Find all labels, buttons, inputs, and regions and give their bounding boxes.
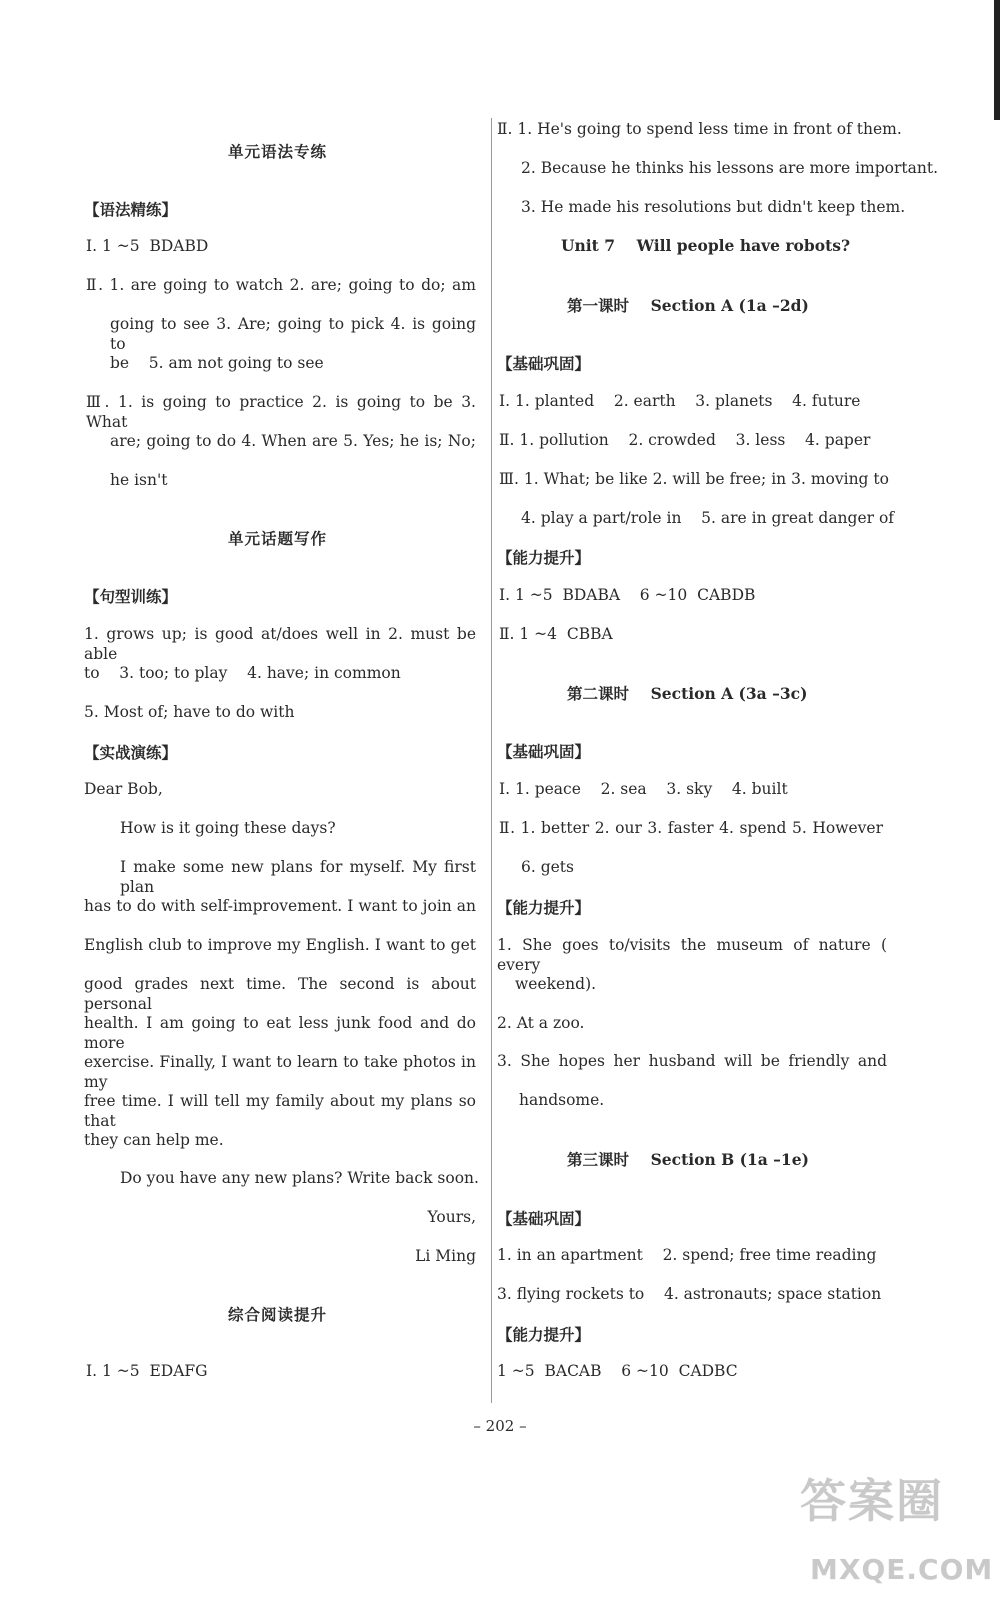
letter-line: Do you have any new plans? Write back soon. [120,1169,479,1187]
lesson-1-basic-answer: 4. play a part/role in 5. are in great danger of [521,509,895,527]
watermark-text: 答案圈 [800,1474,944,1528]
page-edge-mark [994,0,1000,120]
lesson-3-title: 第三课时 Section B (1a –1e) [567,1150,809,1169]
pattern-answer-3: 5. Most of; have to do with [84,703,295,721]
lesson-2-ability-answer: weekend). [515,975,597,993]
grammar-answer-3c: he isn't [110,471,168,489]
practice-label: 【实战演练】 [84,744,178,762]
reading-section-title: 综合阅读提升 [228,1306,328,1324]
lesson-1-ability-answer: Ⅱ. 1 ~4 CBBA [499,625,613,643]
lesson-1-title: 第一课时 Section A (1a –2d) [567,296,809,315]
lesson-1-ability-label: 【能力提升】 [497,549,591,567]
writing-section-title: 单元话题写作 [228,530,328,548]
lesson-1-basic-answer: Ⅱ. 1. pollution 2. crowded 3. less 4. paper [499,431,871,449]
grammar-practice-label: 【语法精练】 [84,201,178,219]
continued-answer-2: 2. Because he thinks his lessons are more important. [521,159,939,177]
grammar-answer-3a: Ⅲ. 1. is going to practice 2. is going to be 3. What [86,393,476,431]
grammar-section-title: 单元语法专练 [228,143,328,161]
sentence-pattern-label: 【句型训练】 [84,588,178,606]
letter-line: they can help me. [84,1131,224,1149]
lesson-1-ability-answer: Ⅰ. 1 ~5 BDABA 6 ~10 CABDB [499,586,756,604]
grammar-answer-2a: Ⅱ. 1. are going to watch 2. are; going to do; am [86,276,476,294]
lesson-2-title: 第二课时 Section A (3a –3c) [567,684,808,703]
letter-line: exercise. Finally, I want to learn to take photos in my [84,1053,476,1091]
letter-line: free time. I will tell my family about my plans so that [84,1092,476,1130]
lesson-3-basic-answer: 1. in an apartment 2. spend; free time reading [497,1246,877,1264]
pattern-answer-1: 1. grows up; is good at/does well in 2. must be able [84,625,476,663]
letter-greeting: Dear Bob, [84,780,163,798]
letter-signature: Li Ming [415,1247,476,1265]
letter-line: has to do with self-improvement. I want to join an [84,897,476,915]
letter-line: I make some new plans for myself. My first plan [120,858,476,896]
lesson-3-ability-label: 【能力提升】 [497,1326,591,1344]
letter-line: health. I am going to eat less junk food and do more [84,1014,476,1052]
grammar-answer-3b: are; going to do 4. When are 5. Yes; he is; No; [110,432,476,450]
lesson-2-ability-answer: 3. She hopes her husband will be friendly and [497,1052,887,1070]
lesson-3-ability-answer: 1 ~5 BACAB 6 ~10 CADBC [497,1362,738,1380]
lesson-1-basic-label: 【基础巩固】 [497,355,591,373]
unit-title: Unit 7 Will people have robots? [561,236,851,255]
lesson-2-basic-answer: Ⅱ. 1. better 2. our 3. faster 4. spend 5. However [499,819,883,837]
continued-answer-1: Ⅱ. 1. He's going to spend less time in front of them. [497,120,902,138]
lesson-2-basic-label: 【基础巩固】 [497,743,591,761]
reading-answer-1: Ⅰ. 1 ~5 EDAFG [86,1362,208,1380]
lesson-2-ability-answer: handsome. [519,1091,605,1109]
letter-line: How is it going these days? [120,819,336,837]
letter-closing: Yours, [427,1208,476,1226]
lesson-2-basic-answer: 6. gets [521,858,574,876]
lesson-3-basic-answer: 3. flying rockets to 4. astronauts; space station [497,1285,882,1303]
grammar-answer-2b: going to see 3. Are; going to pick 4. is going to [110,315,476,353]
continued-answer-3: 3. He made his resolutions but didn't keep them. [521,198,906,216]
lesson-2-ability-answer: 2. At a zoo. [497,1014,585,1032]
lesson-2-ability-answer: 1. She goes to/visits the museum of nature ( every [497,936,887,974]
watermark-logo [800,1465,994,1595]
watermark-url: MXQE.COM [810,1553,994,1586]
grammar-answer-2c: be 5. am not going to see [110,354,324,372]
letter-line: good grades next time. The second is about personal [84,975,476,1013]
pattern-answer-2: to 3. too; to play 4. have; in common [84,664,401,682]
lesson-2-basic-answer: Ⅰ. 1. peace 2. sea 3. sky 4. built [499,780,788,798]
column-divider [491,118,492,1403]
lesson-2-ability-label: 【能力提升】 [497,899,591,917]
grammar-answer-1: Ⅰ. 1 ~5 BDABD [86,237,209,255]
lesson-1-basic-answer: Ⅰ. 1. planted 2. earth 3. planets 4. future [499,392,861,410]
lesson-3-basic-label: 【基础巩固】 [497,1210,591,1228]
lesson-1-basic-answer: Ⅲ. 1. What; be like 2. will be free; in 3. moving to [499,470,889,488]
letter-line: English club to improve my English. I want to get [84,936,476,954]
page-number: – 202 – [473,1417,527,1435]
